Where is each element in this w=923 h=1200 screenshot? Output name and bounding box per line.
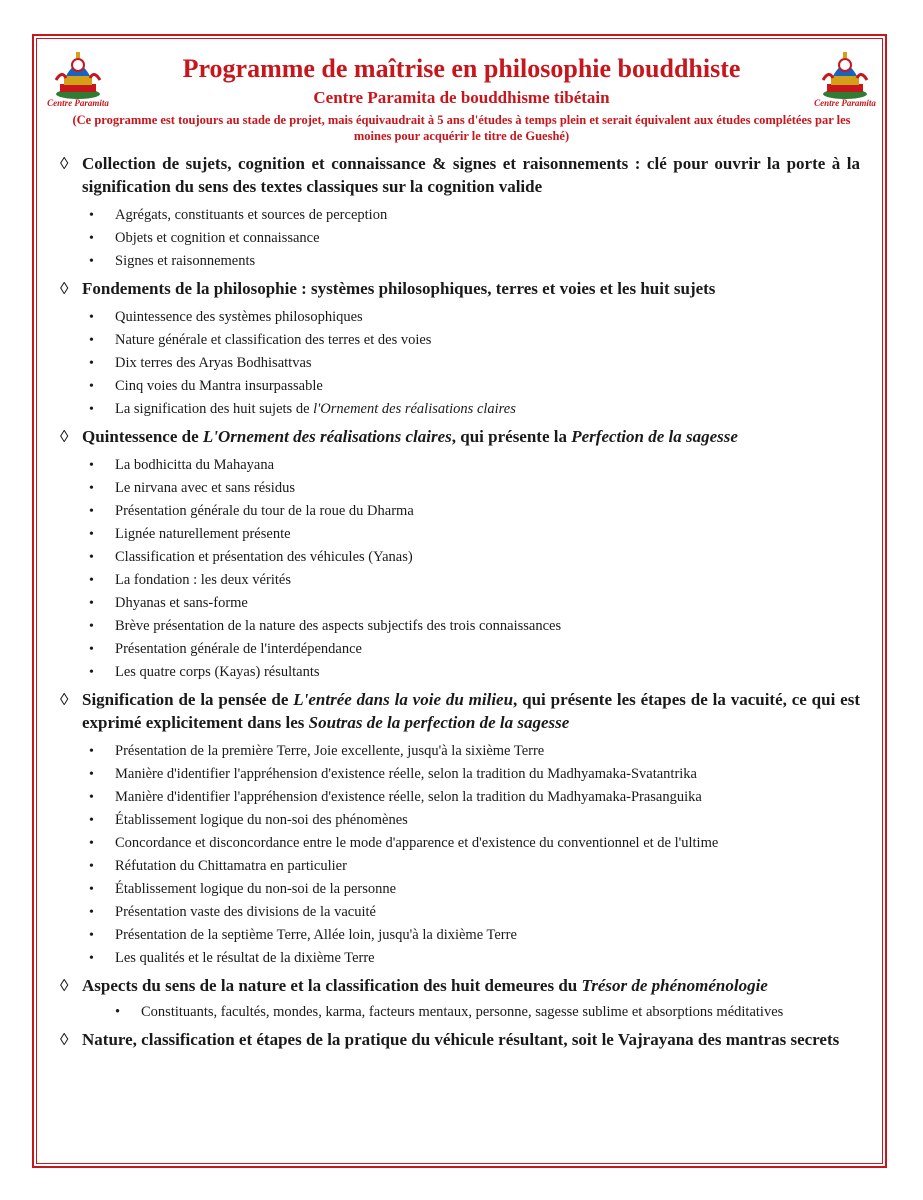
program-content	[60, 152, 860, 1051]
section-heading: ◊ Quintessence de L'Ornement des réalisations claires, qui présente la Perfection de la sagesse	[60, 427, 738, 446]
list-item: • Présentation vaste des divisions de la vacuité	[60, 901, 860, 924]
list-item: • Constituants, facultés, mondes, karma, facteurs mentaux, personne, sagesse sublime et absorptions méditatives	[60, 1003, 860, 1022]
document-subtitle: Centre Paramita de bouddhisme tibétain	[313, 88, 610, 107]
logo-caption-right: Centre Paramita	[814, 98, 876, 108]
section-heading: ◊ Nature, classification et étapes de la pratique du véhicule résultant, soit le Vajrayana des mantras secrets	[60, 1030, 840, 1049]
document-title: Programme de maîtrise en philosophie bouddhiste	[182, 54, 741, 83]
list-item: • La bodhicitta du Mahayana	[60, 454, 860, 477]
list-item: • Manière d'identifier l'appréhension d'existence réelle, selon la tradition du Madhyamaka-Svatantrika	[60, 763, 860, 786]
section-ornament	[60, 425, 860, 684]
list-item: • La fondation : les deux vérités	[60, 569, 860, 592]
list-item: • Objets et cognition et connaissance	[60, 227, 860, 250]
section-heading: ◊ Collection de sujets, cognition et connaissance & signes et raisonnements : clé pour ouvrir la porte à la signification du sens des textes classiques sur la cognition valide	[60, 154, 860, 196]
item-list	[60, 454, 860, 684]
list-item: • La signification des huit sujets de l'Ornement des réalisations claires	[60, 398, 860, 421]
list-item: • Présentation générale de l'interdépendance	[60, 638, 860, 661]
list-item: • Dhyanas et sans-forme	[60, 592, 860, 615]
logo-left	[46, 50, 110, 108]
list-item: • Présentation de la première Terre, Joie excellente, jusqu'à la sixième Terre	[60, 740, 860, 763]
section-cognition	[60, 152, 860, 273]
list-item: • Présentation générale du tour de la roue du Dharma	[60, 500, 860, 523]
diamond-icon: ◊	[60, 1030, 69, 1049]
diamond-icon: ◊	[60, 976, 69, 995]
section-foundations	[60, 277, 860, 421]
list-item: • Agrégats, constituants et sources de perception	[60, 204, 860, 227]
list-item: • Dix terres des Aryas Bodhisattvas	[60, 352, 860, 375]
diamond-icon: ◊	[60, 427, 69, 446]
document-header	[40, 44, 883, 152]
list-item: • Classification et présentation des véhicules (Yanas)	[60, 546, 860, 569]
list-item: • Établissement logique du non-soi des phénomènes	[60, 809, 860, 832]
diamond-icon: ◊	[60, 690, 69, 709]
list-item: • Établissement logique du non-soi de la personne	[60, 878, 860, 901]
section-phenomenology	[60, 974, 860, 1022]
list-item: • Quintessence des systèmes philosophiques	[60, 306, 860, 329]
program-note: (Ce programme est toujours au stade de projet, mais équivaudrait à 5 ans d'études à temps plein et serait équivalent aux études complétées par les moines pour acquérir le titre de Gueshé)	[72, 113, 851, 143]
section-vajrayana	[60, 1028, 860, 1051]
list-item: • Nature générale et classification des terres et des voies	[60, 329, 860, 352]
list-item: • Réfutation du Chittamatra en particulier	[60, 855, 860, 878]
list-item: • Les quatre corps (Kayas) résultants	[60, 661, 860, 684]
list-item: • Lignée naturellement présente	[60, 523, 860, 546]
item-list	[60, 306, 860, 421]
section-heading: ◊ Signification de la pensée de L'entrée dans la voie du milieu, qui présente les étapes de la vacuité, ce qui est exprimé explicitement dans les Soutras de la perfection de la sagesse	[60, 690, 860, 732]
paramita-emblem-icon	[819, 50, 871, 100]
section-heading: ◊ Aspects du sens de la nature et la classification des huit demeures du Trésor de phénoménologie	[60, 976, 768, 995]
logo-caption-left: Centre Paramita	[47, 98, 109, 108]
diamond-icon: ◊	[60, 154, 69, 173]
list-item: • Signes et raisonnements	[60, 250, 860, 273]
list-item: • Présentation de la septième Terre, Allée loin, jusqu'à la dixième Terre	[60, 924, 860, 947]
list-item: • Le nirvana avec et sans résidus	[60, 477, 860, 500]
item-list	[60, 204, 860, 273]
paramita-emblem-icon	[52, 50, 104, 100]
list-item: • Cinq voies du Mantra insurpassable	[60, 375, 860, 398]
logo-right	[813, 50, 877, 108]
section-heading: ◊ Fondements de la philosophie : systèmes philosophiques, terres et voies et les huit sujets	[60, 279, 716, 298]
item-list	[60, 740, 860, 970]
section-middle-way	[60, 688, 860, 970]
list-item: • Concordance et disconcordance entre le mode d'apparence et d'existence du conventionnel et de l'ultime	[60, 832, 860, 855]
list-item: • Brève présentation de la nature des aspects subjectifs des trois connaissances	[60, 615, 860, 638]
diamond-icon: ◊	[60, 279, 69, 298]
list-item: • Les qualités et le résultat de la dixième Terre	[60, 947, 860, 970]
list-item: • Manière d'identifier l'appréhension d'existence réelle, selon la tradition du Madhyamaka-Prasanguika	[60, 786, 860, 809]
